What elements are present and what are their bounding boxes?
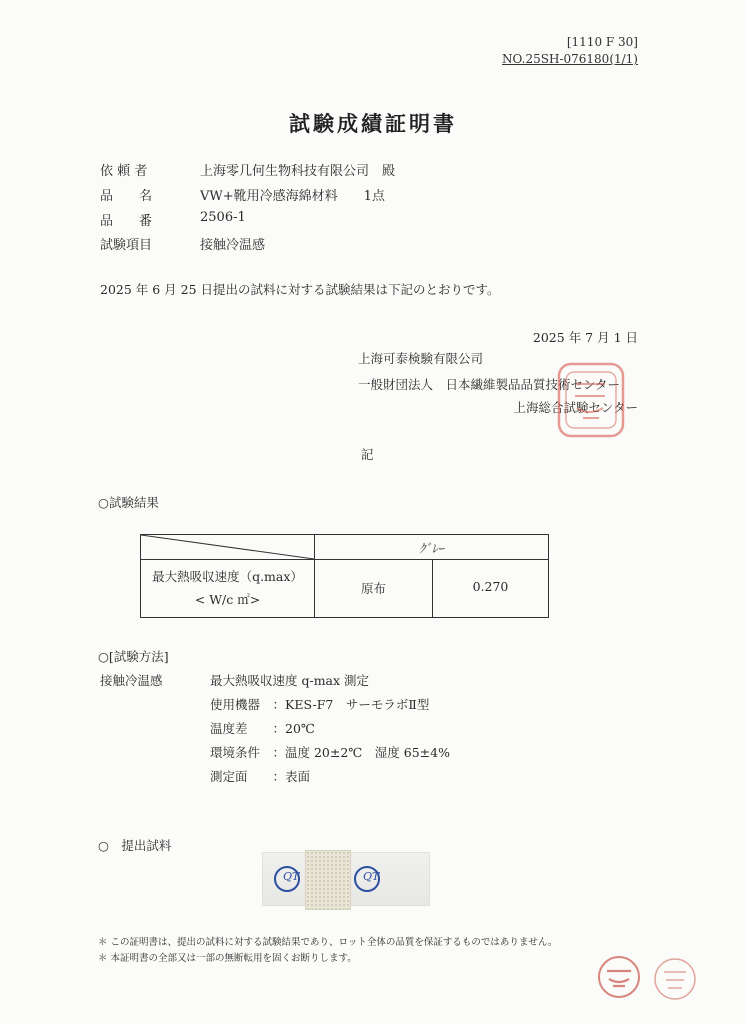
method-line: 最大熱吸収速度 q-max 測定 — [210, 673, 370, 688]
note-line: ＊ 本証明書の全部又は一部の無断転用を固くお断りします。 — [98, 953, 357, 964]
statement-text: 2025 年 6 月 25 日提出の試料に対する試験結果は下記のとおりです。 — [100, 282, 500, 297]
table-diagonal — [141, 535, 315, 560]
results-table — [140, 534, 549, 618]
doc-number: NO.25SH-076180(1/1) — [502, 52, 638, 66]
issue-date: 2025 年 7 月 1 日 — [532, 330, 638, 345]
method-line: 環境条件 ：温度 20±2℃ 湿度 65±4% — [210, 745, 450, 760]
doc-code: [1110 F 30] — [566, 35, 638, 49]
page-title: 試験成績証明書 — [289, 112, 457, 136]
seal-stamp-icon — [652, 956, 698, 1002]
issuer-org: 一般財団法人 日本繊維製品品質技術センター — [358, 377, 621, 392]
value-cell: 0.270 — [472, 579, 509, 594]
seal-stamp-icon — [596, 954, 642, 1000]
method-line: 使用機器 ：KES-F7 サーモラボⅡ型 — [210, 697, 430, 712]
method-line: 測定面 ：表面 — [210, 769, 311, 784]
row-unit: < W/c ㎡> — [194, 592, 261, 607]
client-value: 上海零几何生物科技有限公司 殿 — [200, 164, 396, 179]
item-name-label: 品 名 — [100, 189, 153, 204]
ki-mark: 記 — [361, 447, 374, 462]
qt-tag-label: QT — [363, 870, 380, 883]
item-number-value: 2506-1 — [200, 210, 246, 225]
method-heading: ○[試験方法] — [98, 649, 169, 664]
results-heading: ○試験結果 — [98, 495, 159, 510]
sample-heading: ○ 提出試料 — [98, 838, 172, 853]
official-seal-icon — [555, 360, 627, 440]
note-line: ＊ この証明書は、提出の試料に対する試験結果であり、ロット全体の品質を保証するものではありません。 — [98, 937, 558, 948]
method-item: 接触冷温感 — [100, 673, 163, 688]
client-label: 依 頼 者 — [100, 164, 148, 179]
method-line: 温度差 ：20℃ — [210, 721, 315, 736]
color-header: ｸﾞﾚｰ — [418, 541, 444, 556]
qt-tag-label: QT — [283, 870, 300, 883]
sample-swatch — [305, 850, 351, 910]
test-item-value: 接触冷温感 — [200, 238, 266, 253]
issuer-company: 上海可泰検験有限公司 — [358, 351, 484, 366]
item-number-label: 品 番 — [100, 214, 153, 229]
part-cell: 原布 — [360, 581, 386, 596]
test-item-label: 試験項目 — [100, 238, 153, 253]
issuer-center: 上海総合試験センター — [513, 400, 638, 415]
item-name-value: VW+靴用冷感海綿材料 1点 — [200, 189, 385, 204]
row-label: 最大熱吸収速度（q.max） — [152, 569, 303, 584]
